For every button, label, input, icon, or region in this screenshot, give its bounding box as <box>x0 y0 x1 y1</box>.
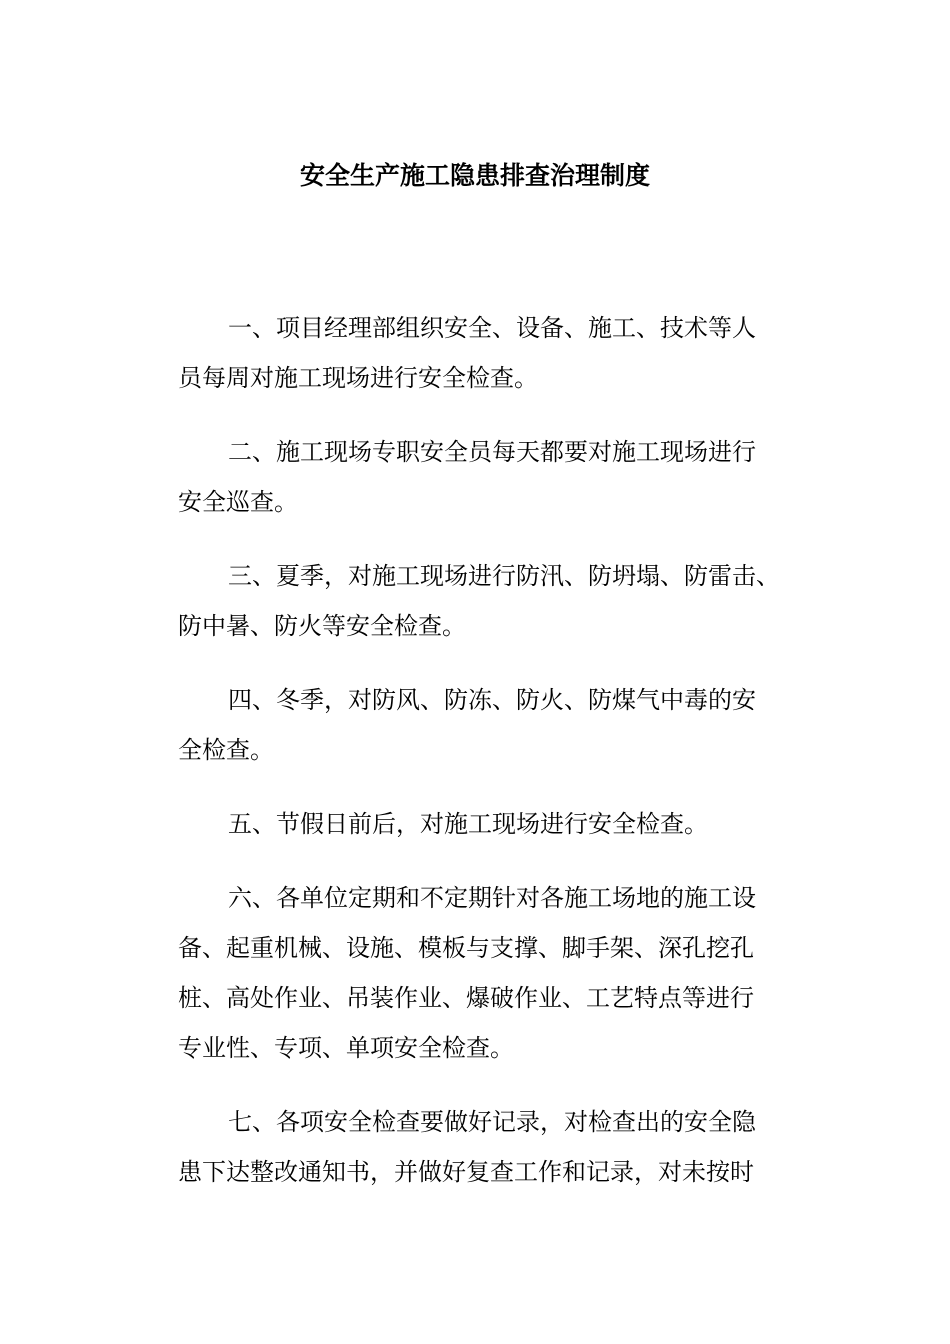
paragraph-5 <box>178 799 828 849</box>
paragraph-line: 七、各项安全检查要做好记录，对检查出的安全隐 <box>228 1108 756 1136</box>
document-title: 安全生产施工隐患排查治理制度 <box>299 161 650 190</box>
paragraph-line: 员每周对施工现场进行安全检查。 <box>178 364 538 392</box>
paragraph-line: 五、节假日前后，对施工现场进行安全检查。 <box>228 810 708 838</box>
paragraph-line: 防中暑、防火等安全检查。 <box>178 612 466 640</box>
paragraph-1 <box>178 303 828 403</box>
paragraph-7 <box>178 1097 828 1197</box>
paragraph-line: 患下达整改通知书，并做好复查工作和记录，对未按时 <box>178 1158 754 1186</box>
paragraph-line: 全检查。 <box>178 736 274 764</box>
paragraph-4 <box>178 675 828 775</box>
paragraph-6 <box>178 873 828 1073</box>
paragraph-line: 二、施工现场专职安全员每天都要对施工现场进行 <box>228 438 756 466</box>
paragraph-line: 四、冬季，对防风、防冻、防火、防煤气中毒的安 <box>228 686 756 714</box>
paragraph-3 <box>178 551 828 651</box>
paragraph-line: 备、起重机械、设施、模板与支撑、脚手架、深孔挖孔 <box>178 934 754 962</box>
paragraph-2 <box>178 427 828 527</box>
paragraph-line: 专业性、专项、单项安全检查。 <box>178 1034 514 1062</box>
paragraph-line: 三、夏季，对施工现场进行防汛、防坍塌、防雷击、 <box>228 562 780 590</box>
paragraph-line: 六、各单位定期和不定期针对各施工场地的施工设 <box>228 884 756 912</box>
paragraph-line: 桩、高处作业、吊装作业、爆破作业、工艺特点等进行 <box>178 984 754 1012</box>
paragraph-line: 安全巡查。 <box>178 488 298 516</box>
paragraph-line: 一、项目经理部组织安全、设备、施工、技术等人 <box>228 314 756 342</box>
document-body <box>178 303 828 1221</box>
